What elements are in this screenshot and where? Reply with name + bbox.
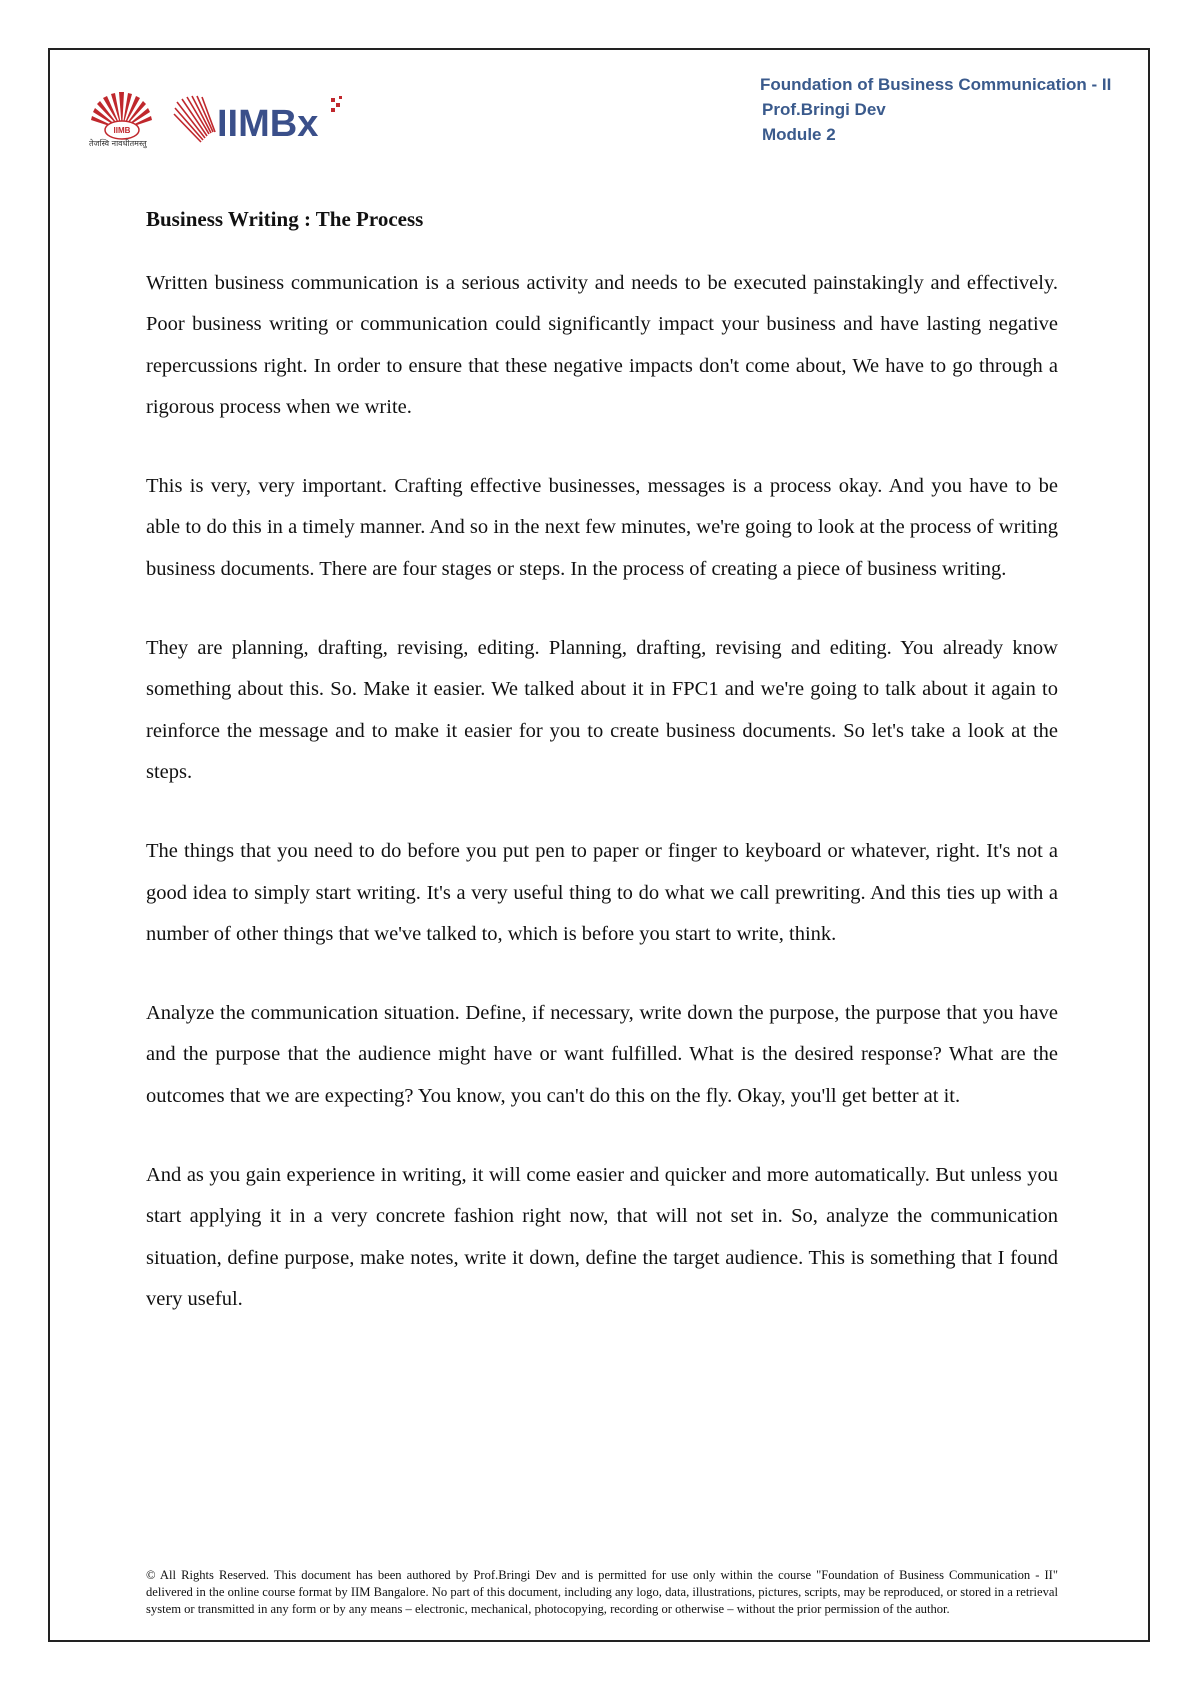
- document-title: Business Writing : The Process: [146, 207, 424, 231]
- course-title: Foundation of Business Communication - II: [760, 75, 1112, 94]
- instructor-name: Prof.Bringi Dev: [762, 100, 886, 119]
- paragraph: They are planning, drafting, revising, editing. Planning, drafting, revising and editing. You already know something about this. So. Make it easier. We talked about it in FPC1 and we're going to talk about it again to reinforce the message and to make it easier for you to create business documents. So let's take a look at the steps.: [146, 637, 1058, 783]
- copyright-footer: © All Rights Reserved. This document has been authored by Prof.Bringi Dev and is permitted for use only within the course "Foundation of Business Communication - II" delivered in the online course format by IIM Bangalore. No part of this document, including any logo, data, illustrations, pictures, scripts, may be reproduced, or stored in a retrieval system or transmitted in any form or by any means – electronic, mechanical, photocopying, recording or otherwise – without the prior permission of the author.: [146, 1568, 1058, 1616]
- paragraph: Analyze the communication situation. Define, if necessary, write down the purpose, the purpose that you have and the purpose that the audience might have or want fulfilled. What is the desired response? What are the outcomes that we are expecting? You know, you can't do this on the fly. Okay, you'll get better at it.: [146, 1002, 1058, 1107]
- module-label: Module 2: [762, 125, 836, 144]
- paragraph: And as you gain experience in writing, it will come easier and quicker and more automatically. But unless you start applying it in a very concrete fashion right now, that will not set in. So, analyze the communication situation, define purpose, make notes, write it down, define the target audience. This is something that I found very useful.: [146, 1164, 1058, 1310]
- iimbx-logo: [173, 94, 353, 146]
- iimb-logo-text: IIMB: [113, 126, 131, 135]
- document-body: [146, 205, 1058, 1358]
- header-info: [760, 72, 1111, 147]
- logo-motto: तेजस्वि नावधीतमस्तु: [89, 139, 147, 148]
- paragraph: This is very, very important. Crafting effective businesses, messages is a process okay. And you have to be able to do this in a timely manner. And so in the next few minutes, we're going to look at the process of writing business documents. There are four stages or steps. In the process of creating a piece of business writing.: [146, 475, 1058, 580]
- logo-area: [85, 90, 355, 160]
- paragraph: Written business communication is a serious activity and needs to be executed painstakingly and effectively. Poor business writing or communication could significantly impact your business and have lasting negative repercussions right. In order to ensure that these negative impacts don't come about, We have to go through a rigorous process when we write.: [146, 272, 1058, 418]
- iimbx-logo-text: IIMBx: [217, 103, 319, 145]
- paragraph: The things that you need to do before you put pen to paper or finger to keyboard or whatever, right. It's not a good idea to simply start writing. It's a very useful thing to do what we call prewriting. And this ties up with a number of other things that we've talked to, which is before you start to write, think.: [146, 840, 1058, 945]
